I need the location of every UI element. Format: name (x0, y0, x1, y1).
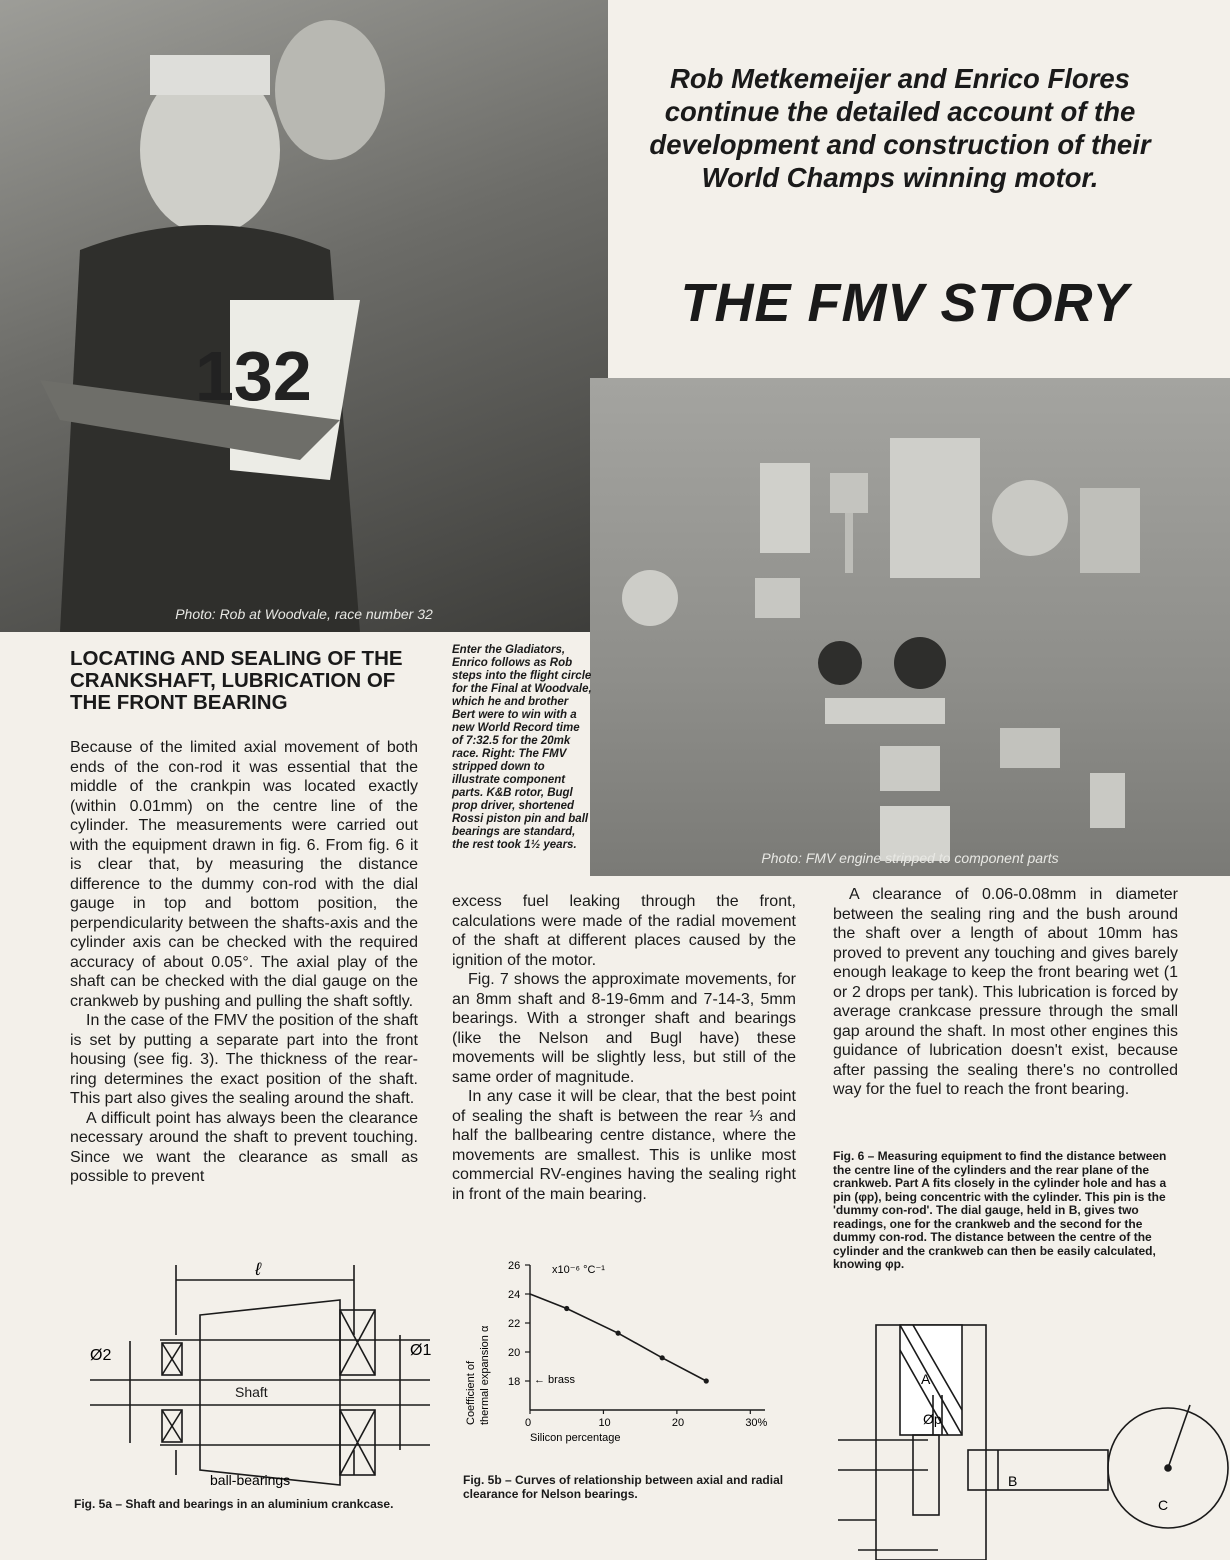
intro-standfirst: Rob Metkemeijer and Enrico Flores continue the detailed account of the development and construction of their World Champs winning motor. (649, 63, 1151, 193)
column-2 (452, 892, 796, 1204)
fig5b-ytick-label: 22 (508, 1318, 521, 1330)
fig5b-ylabel-2: thermal expansion α (479, 1325, 491, 1425)
fig5b-ylabel-1: Coefficient of (465, 1360, 477, 1425)
fig5b-series-line (530, 1294, 706, 1381)
photo-left-label: Photo: Rob at Woodvale, race number 32 (175, 606, 433, 622)
col1-paragraph-3: A difficult point has always been the clearance necessary around the shaft to prevent touching. Since we want the clearance as small as possible to prevent (70, 1109, 418, 1185)
fig6-label-A: A (921, 1371, 931, 1387)
fig5b-xtick-label: 30% (745, 1417, 768, 1429)
section-heading: LOCATING AND SEALING OF THE CRANKSHAFT, LUBRICATION OF THE FRONT BEARING (70, 647, 403, 714)
col1-paragraph-1: Because of the limited axial movement of both ends of the con-rod it was essential that the middle of the crankpin was located exactly (within 0.01mm) on the centre line of the cylinder. The measurements were carried out with the equipment drawn in fig. 6. From fig. 6 it is clear that, by measuring the distance difference to the dummy con-rod with the dial gauge in top and bottom position, the perpendicularity between the shafts-axis and the cylinder axis can be checked with the required accuracy of about 0.05°. The axial play of the shaft can be checked with the dial gauge on the crankweb by pushing and pulling the shaft softly. (70, 739, 418, 1010)
fig5b-data-point (660, 1355, 665, 1360)
col2-paragraph-1: excess fuel leaking through the front, calculations were made of the radial movement of the shaft at different places caused by the ignition of the motor. (452, 893, 796, 969)
fig5b-chart (460, 1255, 790, 1470)
fig5b-xlabel: Silicon percentage (530, 1432, 621, 1444)
fig5b-data-point (616, 1331, 621, 1336)
fig5a-diagram (70, 1255, 450, 1495)
fig5b-ytick-label: 18 (508, 1376, 521, 1388)
col2-paragraph-3: In any case it will be clear, that the best point of sealing the shaft is between the rear ⅓ and half the ballbearing centre distance, where the movements are smallest. This is unlike most commercial RV-engines having the sealing right in front of the main bearing. (452, 1088, 796, 1203)
column-1 (70, 738, 418, 1187)
fig5a-label-phi1: Ø1 (410, 1342, 432, 1359)
fig5b-xtick-label: 0 (525, 1417, 532, 1429)
fig5a-label-phi2: Ø2 (90, 1347, 112, 1364)
column-3 (833, 885, 1178, 1100)
fig5b-unit-label: x10⁻⁶ °C⁻¹ (552, 1264, 605, 1276)
photo-modeller-at-race (0, 0, 608, 632)
fig5a-label-shaft: Shaft (235, 1384, 268, 1400)
fig5b-xtick-label: 10 (598, 1417, 611, 1429)
fig6-caption: Fig. 6 – Measuring equipment to find the distance between the centre line of the cylinders and the rear plane of the crankweb. Part A fits closely in the cylinder hole and has a pin (φp), being concentric with the cylinder. This pin is the 'dummy con-rod'. The dial gauge, held in B, gives two readings, one for the crankweb and the second for the dummy con-rod. The distance between the centre of the cylinder and the crankweb can then be easily calculated, knowing φp. (833, 1149, 1167, 1271)
fig6-label-C: C (1158, 1497, 1169, 1513)
fig5b-ytick-label: 26 (508, 1260, 521, 1272)
photo-right-label: Photo: FMV engine stripped to component parts (761, 850, 1059, 866)
col2-paragraph-2: Fig. 7 shows the approximate movements, for an 8mm shaft and 8-19-6mm and 7-14-3, 5mm bearings. With a stronger shaft and bearings (like the Nelson and Bugl have) these movements will be slightly less, but still of the same order of magnitude. (452, 971, 796, 1086)
photo-figures (0, 0, 608, 632)
fig5b-caption: Fig. 5b – Curves of relationship between axial and radial clearance for Nelson bearings. (463, 1473, 784, 1501)
fig5a-label-bearings: ball-bearings (210, 1472, 291, 1488)
col3-paragraph-1: A clearance of 0.06-0.08mm in diameter between the sealing ring and the bush around the shaft over a length of about 10mm has proved to prevent any touching and gives barely enough leakage to keep the front bearing wet (1 or 2 drops per tank). This lubrication is forced by average crankcase pressure through the small gap around the shaft. In most other engines this guidance of lubrication doesn't exist, because after passing the sealing there's no controlled way for the fuel to reach the front bearing. (833, 886, 1178, 1098)
fig5b-data-point (704, 1378, 709, 1383)
fig5b-ytick-label: 20 (508, 1347, 521, 1359)
fig6-label-B: B (1008, 1473, 1018, 1489)
fig5a-caption: Fig. 5a – Shaft and bearings in an aluminium crankcase. (74, 1497, 394, 1511)
fig6-diagram (818, 1320, 1230, 1560)
fig6-label-phip: Øp (923, 1411, 942, 1427)
photo-engine-parts (590, 378, 1230, 876)
fig5a-label-l: ℓ (255, 1259, 261, 1279)
fig5b-data-point (564, 1306, 569, 1311)
fig5b-xtick-label: 20 (671, 1417, 685, 1429)
svg-text:132: 132 (195, 337, 312, 415)
engine-parts (590, 378, 1230, 876)
fig5b-brass-label: ← brass (534, 1374, 575, 1386)
article-title: THE FMV STORY (680, 273, 1130, 333)
fig5b-ytick-label: 24 (508, 1289, 521, 1301)
col1-paragraph-2: In the case of the FMV the position of the shaft is set by putting a separate part into the front housing (see fig. 3). The thickness of the rear-ring determines the exact position of the shaft. This part also gives the sealing around the shaft. (70, 1012, 418, 1107)
photo-caption: Enter the Gladiators, Enrico follows as Rob steps into the flight circle for the Final at Woodvale, which he and brother Bert were to win with a new World Record time of 7:32.5 for the 20mk race. Right: The FMV stripped down to illustrate component parts. K&B rotor, Bugl prop driver, shortened Rossi piston pin and ball bearings are standard, the rest took 1½ years. (452, 644, 592, 851)
